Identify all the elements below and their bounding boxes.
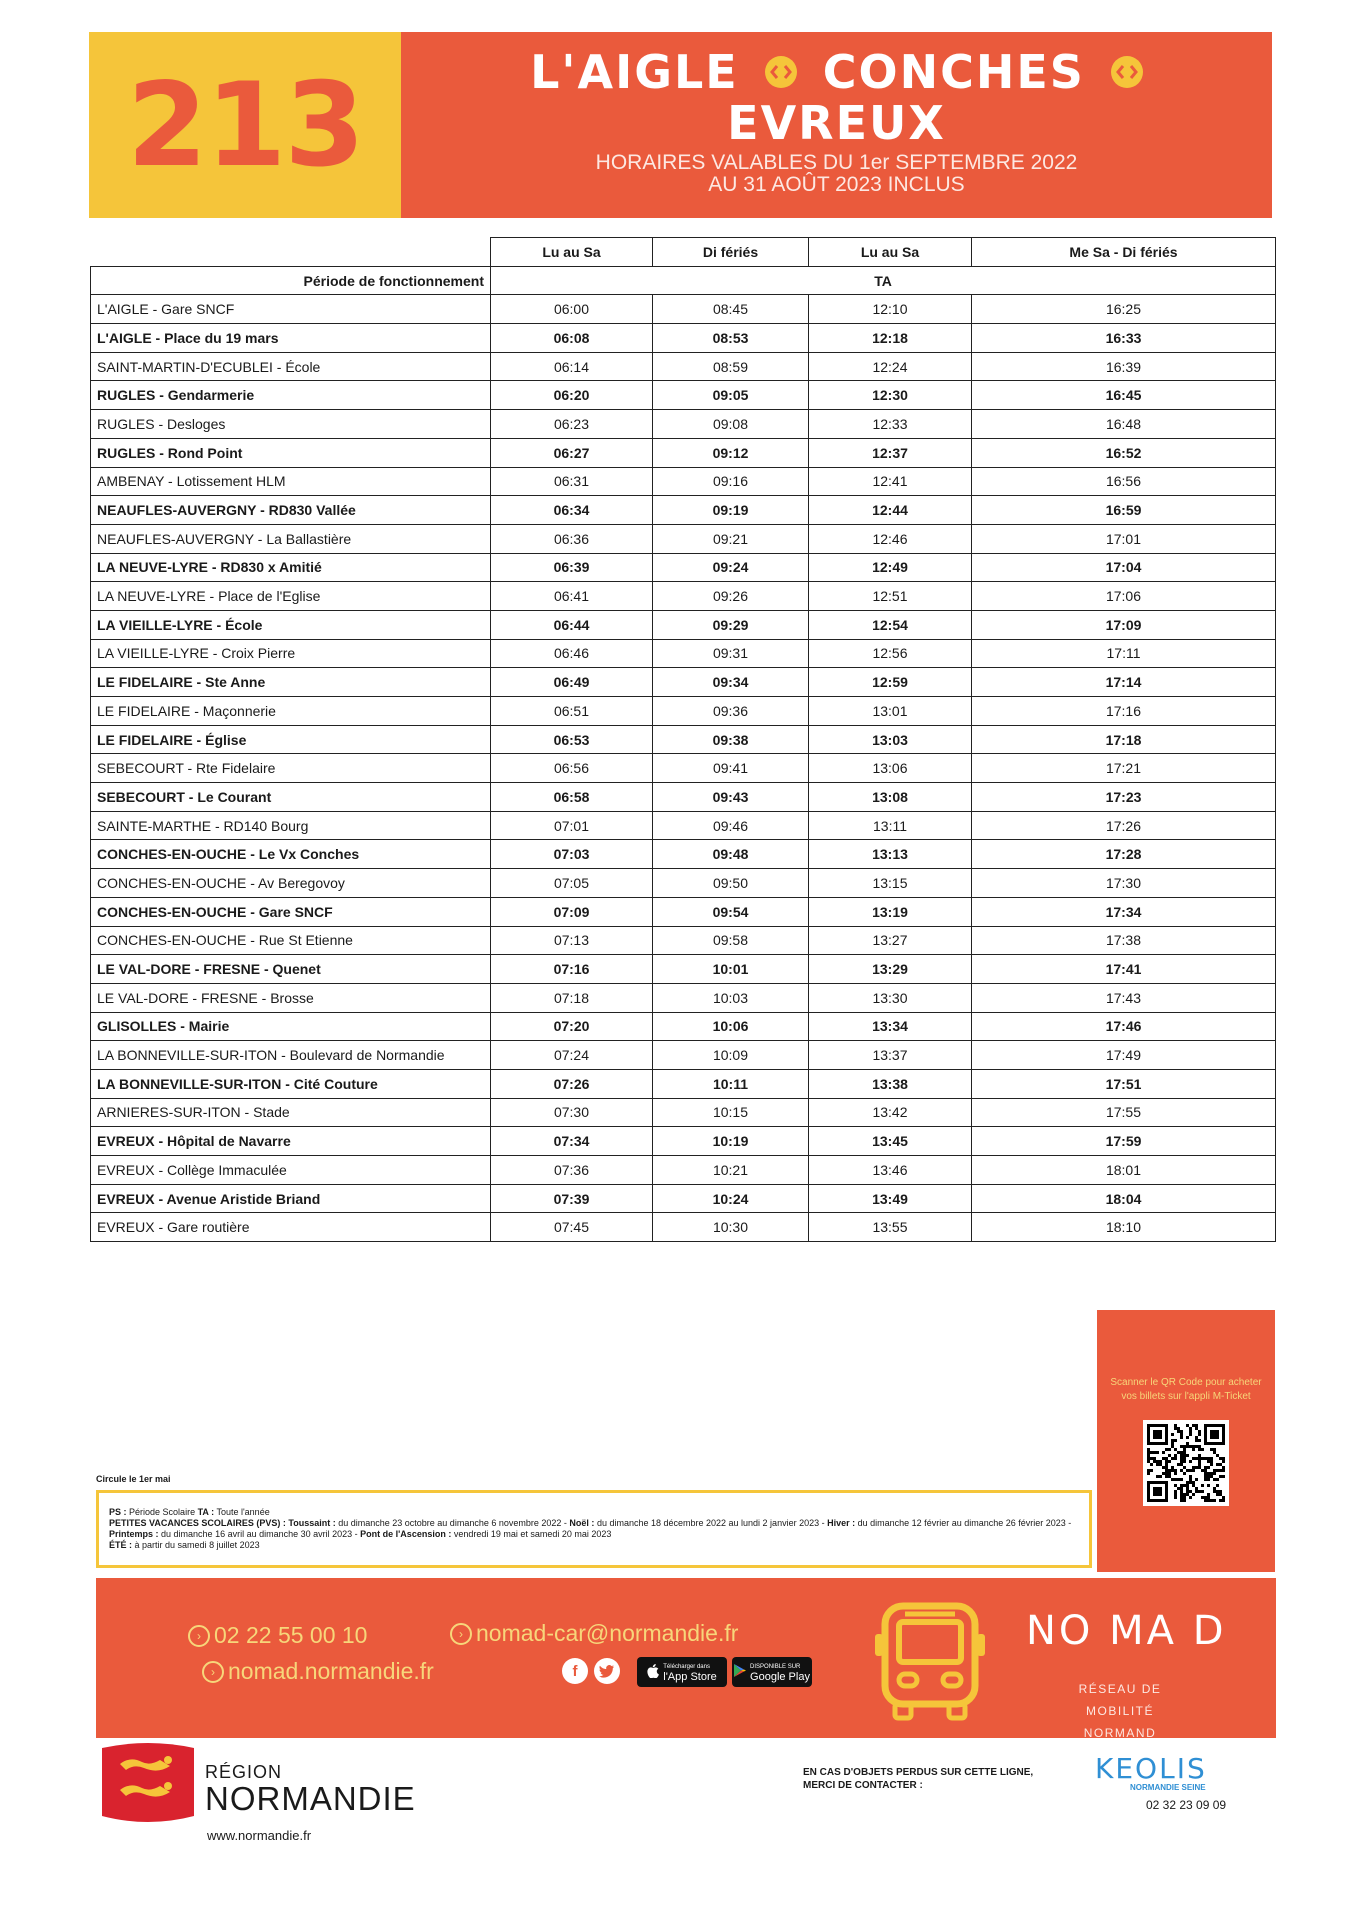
departure-time: 13:27 bbox=[809, 926, 972, 955]
stop-name: RUGLES - Desloges bbox=[91, 410, 491, 439]
departure-time: 12:56 bbox=[809, 639, 972, 668]
departure-time: 06:31 bbox=[491, 467, 653, 496]
departure-time: 12:30 bbox=[809, 381, 972, 410]
table-row bbox=[91, 1127, 1276, 1156]
departure-time: 07:30 bbox=[491, 1098, 653, 1127]
departure-time: 17:26 bbox=[972, 811, 1276, 840]
departure-time: 17:55 bbox=[972, 1098, 1276, 1127]
table-row bbox=[91, 467, 1276, 496]
departure-time: 13:13 bbox=[809, 840, 972, 869]
timetable-header bbox=[89, 32, 1272, 218]
departure-time: 07:36 bbox=[491, 1156, 653, 1185]
note-label: PETITES VACANCES SCOLAIRES (PVS) : bbox=[109, 1518, 286, 1528]
departure-time: 16:56 bbox=[972, 467, 1276, 496]
departure-time: 17:21 bbox=[972, 754, 1276, 783]
bidirectional-arrow-icon bbox=[1111, 56, 1143, 88]
departure-time: 06:36 bbox=[491, 524, 653, 553]
departure-time: 16:25 bbox=[972, 295, 1276, 324]
email-address: nomad-car@normandie.fr bbox=[476, 1620, 739, 1646]
departure-time: 09:26 bbox=[653, 582, 809, 611]
departure-time: 13:11 bbox=[809, 811, 972, 840]
departure-time: 18:01 bbox=[972, 1156, 1276, 1185]
departure-time: 12:46 bbox=[809, 524, 972, 553]
departure-time: 13:08 bbox=[809, 783, 972, 812]
stop-name: LA BONNEVILLE-SUR-ITON - Cité Couture bbox=[91, 1069, 491, 1098]
table-row bbox=[91, 1012, 1276, 1041]
departure-time: 13:03 bbox=[809, 725, 972, 754]
departure-time: 16:48 bbox=[972, 410, 1276, 439]
departure-time: 13:42 bbox=[809, 1098, 972, 1127]
departure-time: 13:06 bbox=[809, 754, 972, 783]
departure-time: 10:24 bbox=[653, 1184, 809, 1213]
website-link[interactable] bbox=[202, 1658, 434, 1685]
departure-time: 17:09 bbox=[972, 610, 1276, 639]
departure-time: 07:24 bbox=[491, 1041, 653, 1070]
lost-items-notice: EN CAS D'OBJETS PERDUS SUR CETTE LIGNE, MERCI DE CONTACTER : bbox=[803, 1767, 1034, 1791]
departure-time: 09:38 bbox=[653, 725, 809, 754]
departure-time: 13:46 bbox=[809, 1156, 972, 1185]
table-row bbox=[91, 668, 1276, 697]
departure-time: 10:11 bbox=[653, 1069, 809, 1098]
nomad-tagline: RÉSEAU DE MOBILITÉ NORMAND bbox=[1078, 1682, 1162, 1740]
region-website[interactable]: www.normandie.fr bbox=[207, 1828, 312, 1843]
region-label: RÉGION bbox=[205, 1762, 283, 1782]
facebook-icon[interactable]: f bbox=[562, 1658, 588, 1684]
qr-promo-box bbox=[1097, 1310, 1275, 1572]
column-header: Lu au Sa bbox=[809, 238, 972, 267]
stop-name: ARNIERES-SUR-ITON - Stade bbox=[91, 1098, 491, 1127]
departure-time: 17:18 bbox=[972, 725, 1276, 754]
departure-time: 17:14 bbox=[972, 668, 1276, 697]
app-store-label: Télécharger dans l'App Store bbox=[663, 1664, 717, 1683]
table-row bbox=[91, 983, 1276, 1012]
departure-time: 09:08 bbox=[653, 410, 809, 439]
departure-time: 16:59 bbox=[972, 496, 1276, 525]
table-row bbox=[91, 496, 1276, 525]
note-label: PS : bbox=[109, 1507, 127, 1517]
departure-time: 06:23 bbox=[491, 410, 653, 439]
departure-time: 18:04 bbox=[972, 1184, 1276, 1213]
departure-time: 16:45 bbox=[972, 381, 1276, 410]
departure-time: 17:43 bbox=[972, 983, 1276, 1012]
stop-name: SAINT-MARTIN-D'ECUBLEI - École bbox=[91, 352, 491, 381]
departure-time: 17:04 bbox=[972, 553, 1276, 582]
departure-time: 09:12 bbox=[653, 438, 809, 467]
table-row bbox=[91, 725, 1276, 754]
departure-time: 17:30 bbox=[972, 869, 1276, 898]
departure-time: 07:03 bbox=[491, 840, 653, 869]
departure-time: 07:09 bbox=[491, 897, 653, 926]
departure-time: 10:15 bbox=[653, 1098, 809, 1127]
note-text: vendredi 19 mai et samedi 20 mai 2023 bbox=[453, 1529, 612, 1539]
validity-line-2: AU 31 AOÛT 2023 INCLUS bbox=[708, 173, 965, 196]
route-origin: L'AIGLE bbox=[530, 45, 739, 99]
departure-time: 06:20 bbox=[491, 381, 653, 410]
departure-time: 07:20 bbox=[491, 1012, 653, 1041]
departure-time: 13:29 bbox=[809, 955, 972, 984]
email-link[interactable] bbox=[450, 1620, 738, 1647]
departure-time: 13:01 bbox=[809, 697, 972, 726]
google-play-icon bbox=[734, 1664, 746, 1680]
qr-code[interactable] bbox=[1143, 1420, 1229, 1506]
note-label: Hiver : bbox=[827, 1518, 856, 1528]
departure-time: 13:38 bbox=[809, 1069, 972, 1098]
table-row bbox=[91, 438, 1276, 467]
departure-time: 07:45 bbox=[491, 1213, 653, 1242]
table-row bbox=[91, 926, 1276, 955]
route-title-row bbox=[530, 46, 1143, 98]
departure-time: 17:34 bbox=[972, 897, 1276, 926]
period-value: TA bbox=[491, 266, 1276, 295]
departure-time: 10:30 bbox=[653, 1213, 809, 1242]
departure-time: 07:13 bbox=[491, 926, 653, 955]
departure-time: 06:44 bbox=[491, 610, 653, 639]
departure-time: 07:39 bbox=[491, 1184, 653, 1213]
notes-line-3 bbox=[109, 1540, 1079, 1551]
note-text: du dimanche 16 avril au dimanche 30 avril 2023 - bbox=[161, 1529, 358, 1539]
departure-time: 12:10 bbox=[809, 295, 972, 324]
stop-name: RUGLES - Gendarmerie bbox=[91, 381, 491, 410]
nomad-logo: NO MA D bbox=[1026, 1608, 1227, 1654]
social-links bbox=[562, 1658, 620, 1684]
departure-time: 09:05 bbox=[653, 381, 809, 410]
departure-time: 07:01 bbox=[491, 811, 653, 840]
departure-time: 12:51 bbox=[809, 582, 972, 611]
region-name: NORMANDIE bbox=[205, 1780, 416, 1817]
departure-time: 06:14 bbox=[491, 352, 653, 381]
table-row bbox=[91, 1041, 1276, 1070]
departure-time: 13:15 bbox=[809, 869, 972, 898]
departure-time: 06:34 bbox=[491, 496, 653, 525]
stop-name: AMBENAY - Lotissement HLM bbox=[91, 467, 491, 496]
stop-name: CONCHES-EN-OUCHE - Rue St Etienne bbox=[91, 926, 491, 955]
departure-time: 06:53 bbox=[491, 725, 653, 754]
departure-time: 09:21 bbox=[653, 524, 809, 553]
departure-time: 16:39 bbox=[972, 352, 1276, 381]
stop-name: LE FIDELAIRE - Maçonnerie bbox=[91, 697, 491, 726]
note-text: Toute l'année bbox=[216, 1507, 270, 1517]
note-label: Pont de l'Ascension : bbox=[360, 1529, 452, 1539]
table-row bbox=[91, 1156, 1276, 1185]
departure-time: 13:45 bbox=[809, 1127, 972, 1156]
departure-time: 12:37 bbox=[809, 438, 972, 467]
note-text: du dimanche 12 février au dimanche 26 février 2023 - bbox=[857, 1518, 1072, 1528]
period-label: Période de fonctionnement bbox=[91, 266, 491, 295]
keolis-logo: KEOLIS bbox=[1095, 1752, 1207, 1785]
departure-time: 06:39 bbox=[491, 553, 653, 582]
departure-time: 06:27 bbox=[491, 438, 653, 467]
line-number-box bbox=[89, 32, 401, 218]
table-row bbox=[91, 610, 1276, 639]
note-label: Noël : bbox=[569, 1518, 595, 1528]
departure-time: 10:21 bbox=[653, 1156, 809, 1185]
google-play-label: DISPONIBLE SUR Google Play bbox=[750, 1664, 810, 1683]
table-row bbox=[91, 553, 1276, 582]
departure-time: 09:24 bbox=[653, 553, 809, 582]
departure-time: 17:38 bbox=[972, 926, 1276, 955]
departure-time: 06:46 bbox=[491, 639, 653, 668]
table-row bbox=[91, 811, 1276, 840]
stop-name: LE VAL-DORE - FRESNE - Quenet bbox=[91, 955, 491, 984]
table-row bbox=[91, 869, 1276, 898]
route-via: CONCHES bbox=[822, 45, 1085, 99]
departure-time: 10:19 bbox=[653, 1127, 809, 1156]
departure-time: 17:01 bbox=[972, 524, 1276, 553]
stop-name: CONCHES-EN-OUCHE - Gare SNCF bbox=[91, 897, 491, 926]
departure-time: 12:59 bbox=[809, 668, 972, 697]
table-row bbox=[91, 783, 1276, 812]
table-row bbox=[91, 352, 1276, 381]
departure-time: 13:34 bbox=[809, 1012, 972, 1041]
departure-time: 07:26 bbox=[491, 1069, 653, 1098]
departure-time: 06:00 bbox=[491, 295, 653, 324]
table-row bbox=[91, 295, 1276, 324]
note-text: du dimanche 23 octobre au dimanche 6 novembre 2022 - bbox=[338, 1518, 567, 1528]
departure-time: 09:41 bbox=[653, 754, 809, 783]
twitter-icon[interactable] bbox=[594, 1658, 620, 1684]
table-row bbox=[91, 697, 1276, 726]
stop-name: CONCHES-EN-OUCHE - Le Vx Conches bbox=[91, 840, 491, 869]
stop-name: LE FIDELAIRE - Église bbox=[91, 725, 491, 754]
departure-time: 17:16 bbox=[972, 697, 1276, 726]
departure-time: 12:49 bbox=[809, 553, 972, 582]
table-row bbox=[91, 955, 1276, 984]
qr-promo-text: Scanner le QR Code pour acheter vos billets sur l'appli M-Ticket bbox=[1110, 1377, 1262, 1402]
table-row bbox=[91, 1098, 1276, 1127]
arrow-right-icon: › bbox=[188, 1625, 210, 1647]
note-text: à partir du samedi 8 juillet 2023 bbox=[134, 1540, 260, 1550]
departure-time: 13:30 bbox=[809, 983, 972, 1012]
departure-time: 17:41 bbox=[972, 955, 1276, 984]
note-label: Toussaint : bbox=[288, 1518, 336, 1528]
stop-name: SEBECOURT - Le Courant bbox=[91, 783, 491, 812]
departure-time: 09:50 bbox=[653, 869, 809, 898]
bus-icon bbox=[871, 1600, 989, 1722]
departure-time: 07:18 bbox=[491, 983, 653, 1012]
stop-name: LE FIDELAIRE - Ste Anne bbox=[91, 668, 491, 697]
departure-time: 09:31 bbox=[653, 639, 809, 668]
phone-number: 02 22 55 00 10 bbox=[214, 1622, 368, 1648]
departure-time: 17:59 bbox=[972, 1127, 1276, 1156]
column-header: Di fériés bbox=[653, 238, 809, 267]
website-url: nomad.normandie.fr bbox=[228, 1658, 434, 1684]
note-label: ÉTÉ : bbox=[109, 1540, 133, 1550]
stop-name: LA VIEILLE-LYRE - École bbox=[91, 610, 491, 639]
table-row bbox=[91, 381, 1276, 410]
departure-time: 17:23 bbox=[972, 783, 1276, 812]
stop-name: L'AIGLE - Place du 19 mars bbox=[91, 324, 491, 353]
departure-time: 09:46 bbox=[653, 811, 809, 840]
column-header: Lu au Sa bbox=[491, 238, 653, 267]
notes-line-2 bbox=[109, 1518, 1079, 1540]
arrow-right-icon: › bbox=[202, 1661, 224, 1683]
stop-name: NEAUFLES-AUVERGNY - RD830 Vallée bbox=[91, 496, 491, 525]
departure-time: 09:48 bbox=[653, 840, 809, 869]
departure-time: 13:55 bbox=[809, 1213, 972, 1242]
apple-icon bbox=[647, 1664, 659, 1681]
departure-time: 18:10 bbox=[972, 1213, 1276, 1242]
stop-name: EVREUX - Avenue Aristide Briand bbox=[91, 1184, 491, 1213]
departure-time: 09:43 bbox=[653, 783, 809, 812]
table-row bbox=[91, 524, 1276, 553]
departure-time: 06:49 bbox=[491, 668, 653, 697]
column-header: Me Sa - Di fériés bbox=[972, 238, 1276, 267]
table-row bbox=[91, 840, 1276, 869]
table-row bbox=[91, 1069, 1276, 1098]
departure-time: 10:06 bbox=[653, 1012, 809, 1041]
departure-time: 06:08 bbox=[491, 324, 653, 353]
may-day-note: Circule le 1er mai bbox=[96, 1474, 171, 1484]
departure-time: 12:44 bbox=[809, 496, 972, 525]
departure-time: 08:59 bbox=[653, 352, 809, 381]
departure-time: 08:45 bbox=[653, 295, 809, 324]
departure-time: 09:16 bbox=[653, 467, 809, 496]
departure-time: 17:49 bbox=[972, 1041, 1276, 1070]
stop-name: NEAUFLES-AUVERGNY - La Ballastière bbox=[91, 524, 491, 553]
stop-name: LA NEUVE-LYRE - RD830 x Amitié bbox=[91, 553, 491, 582]
note-text: Période Scolaire bbox=[129, 1507, 196, 1517]
departure-time: 16:33 bbox=[972, 324, 1276, 353]
departure-time: 10:01 bbox=[653, 955, 809, 984]
notes-box bbox=[96, 1490, 1092, 1568]
departure-time: 16:52 bbox=[972, 438, 1276, 467]
departure-time: 17:11 bbox=[972, 639, 1276, 668]
route-title-box bbox=[401, 32, 1272, 218]
route-destination: EVREUX bbox=[727, 96, 946, 150]
departure-time: 13:19 bbox=[809, 897, 972, 926]
departure-time: 17:51 bbox=[972, 1069, 1276, 1098]
stop-name: LA VIEILLE-LYRE - Croix Pierre bbox=[91, 639, 491, 668]
validity-period bbox=[596, 152, 1078, 196]
departure-time: 06:51 bbox=[491, 697, 653, 726]
stop-name: RUGLES - Rond Point bbox=[91, 438, 491, 467]
stop-name: EVREUX - Hôpital de Navarre bbox=[91, 1127, 491, 1156]
table-row bbox=[91, 324, 1276, 353]
departure-time: 07:34 bbox=[491, 1127, 653, 1156]
table-row bbox=[91, 1184, 1276, 1213]
table-row bbox=[91, 754, 1276, 783]
google-play-button[interactable] bbox=[732, 1657, 812, 1687]
departure-time: 06:56 bbox=[491, 754, 653, 783]
stop-name: EVREUX - Collège Immaculée bbox=[91, 1156, 491, 1185]
departure-time: 12:18 bbox=[809, 324, 972, 353]
keolis-phone: 02 32 23 09 09 bbox=[1146, 1798, 1227, 1812]
timetable bbox=[90, 237, 1276, 1242]
departure-time: 09:54 bbox=[653, 897, 809, 926]
stop-name: EVREUX - Gare routière bbox=[91, 1213, 491, 1242]
timetable-body bbox=[91, 295, 1276, 1242]
departure-time: 12:33 bbox=[809, 410, 972, 439]
departure-time: 09:36 bbox=[653, 697, 809, 726]
line-number: 213 bbox=[126, 57, 364, 193]
departure-time: 10:09 bbox=[653, 1041, 809, 1070]
departure-time: 06:41 bbox=[491, 582, 653, 611]
departure-time: 09:58 bbox=[653, 926, 809, 955]
app-store-button[interactable] bbox=[637, 1657, 727, 1687]
departure-time: 13:37 bbox=[809, 1041, 972, 1070]
normandy-region-flag-logo bbox=[98, 1742, 198, 1828]
notes-line-1 bbox=[109, 1507, 1079, 1518]
departure-time: 17:28 bbox=[972, 840, 1276, 869]
bidirectional-arrow-icon bbox=[765, 56, 797, 88]
note-label: TA : bbox=[197, 1507, 215, 1517]
keolis-subtitle: NORMANDIE SEINE bbox=[1130, 1783, 1206, 1792]
stop-name: LA NEUVE-LYRE - Place de l'Eglise bbox=[91, 582, 491, 611]
table-row bbox=[91, 1213, 1276, 1242]
departure-time: 17:06 bbox=[972, 582, 1276, 611]
stop-name: LE VAL-DORE - FRESNE - Brosse bbox=[91, 983, 491, 1012]
contact-band bbox=[96, 1578, 1276, 1738]
stop-name: SAINTE-MARTHE - RD140 Bourg bbox=[91, 811, 491, 840]
table-row bbox=[91, 639, 1276, 668]
departure-time: 17:46 bbox=[972, 1012, 1276, 1041]
stop-name: GLISOLLES - Mairie bbox=[91, 1012, 491, 1041]
note-text: du dimanche 18 décembre 2022 au lundi 2 janvier 2023 - bbox=[596, 1518, 825, 1528]
departure-time: 12:24 bbox=[809, 352, 972, 381]
departure-time: 08:53 bbox=[653, 324, 809, 353]
departure-time: 06:58 bbox=[491, 783, 653, 812]
departure-time: 09:34 bbox=[653, 668, 809, 697]
departure-time: 12:41 bbox=[809, 467, 972, 496]
phone-link[interactable] bbox=[188, 1622, 367, 1649]
table-row bbox=[91, 897, 1276, 926]
table-row bbox=[91, 582, 1276, 611]
arrow-right-icon: › bbox=[450, 1623, 472, 1645]
validity-line-1: HORAIRES VALABLES DU 1er SEPTEMBRE 2022 bbox=[595, 151, 1078, 174]
departure-time: 10:03 bbox=[653, 983, 809, 1012]
departure-time: 12:54 bbox=[809, 610, 972, 639]
departure-time: 09:29 bbox=[653, 610, 809, 639]
departure-time: 09:19 bbox=[653, 496, 809, 525]
departure-time: 13:49 bbox=[809, 1184, 972, 1213]
departure-time: 07:05 bbox=[491, 869, 653, 898]
stop-name: CONCHES-EN-OUCHE - Av Beregovoy bbox=[91, 869, 491, 898]
stop-name: SEBECOURT - Rte Fidelaire bbox=[91, 754, 491, 783]
column-header-row bbox=[91, 238, 1276, 267]
departure-time: 07:16 bbox=[491, 955, 653, 984]
qr-code-icon bbox=[1147, 1424, 1225, 1502]
period-row bbox=[91, 266, 1276, 295]
table-row bbox=[91, 410, 1276, 439]
note-label: Printemps : bbox=[109, 1529, 159, 1539]
stop-name: LA BONNEVILLE-SUR-ITON - Boulevard de Normandie bbox=[91, 1041, 491, 1070]
stop-name: L'AIGLE - Gare SNCF bbox=[91, 295, 491, 324]
